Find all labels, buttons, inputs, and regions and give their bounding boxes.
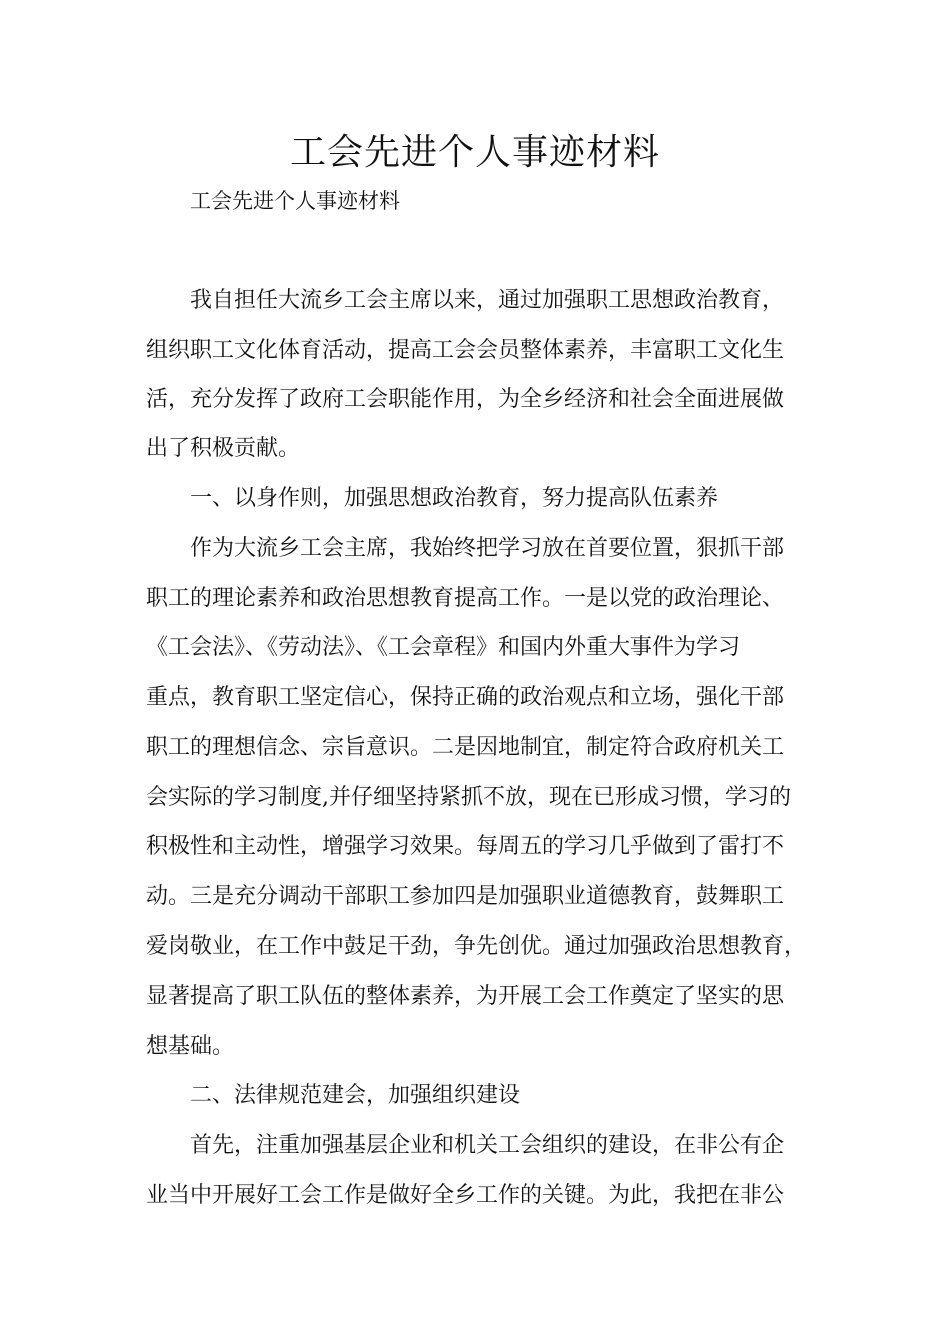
document-title: 工会先进个人事迹材料 (289, 132, 660, 173)
body-line: 首先，注重加强基层企业和机关工会组织的建设，在非公有企 (190, 1133, 785, 1158)
document-subtitle: 工会先进个人事迹材料 (190, 189, 400, 213)
body-line: 职工的理论素养和政治思想教育提高工作。一是以党的政治理论、 (146, 586, 785, 611)
body-line: 职工的理想信念、宗旨意识。二是因地制宜，制定符合政府机关工 (146, 735, 785, 760)
body-line: 业当中开展好工会工作是做好全乡工作的关键。为此，我把在非公 (146, 1183, 785, 1208)
body-line: 出了积极贡献。 (146, 436, 301, 461)
body-line: 动。三是充分调动干部职工参加四是加强职业道德教育，鼓舞职工 (146, 884, 785, 909)
body-line: 《工会法》、《劳动法》、《工会章程》和国内外重大事件为学习 (146, 635, 741, 660)
body-line: 想基础。 (146, 1034, 235, 1059)
body-line: 爱岗敬业，在工作中鼓足干劲，争先创优。通过加强政治思想教育， (146, 934, 807, 959)
body-line: 组织职工文化体育活动，提高工会会员整体素养，丰富职工文化生 (146, 338, 785, 363)
body-line: 我自担任大流乡工会主席以来，通过加强职工思想政治教育， (190, 288, 785, 313)
body-line: 活，充分发挥了政府工会职能作用，为全乡经济和社会全面进展做 (146, 387, 785, 412)
body-line: 作为大流乡工会主席，我始终把学习放在首要位置，狠抓干部 (190, 536, 785, 561)
section-heading: 二、法律规范建会，加强组织建设 (190, 1083, 521, 1108)
body-line: 显著提高了职工队伍的整体素养，为开展工会工作奠定了坚实的思 (146, 984, 785, 1009)
body-line: 重点，教育职工坚定信心，保持正确的政治观点和立场，强化干部 (146, 685, 785, 710)
body-line: 积极性和主动性，增强学习效果。每周五的学习几乎做到了雷打不 (146, 834, 785, 859)
section-heading: 一、以身作则，加强思想政治教育，努力提高队伍素养 (190, 486, 719, 511)
body-line: 会实际的学习制度,并仔细坚持紧抓不放，现在已形成习惯，学习的 (146, 785, 791, 810)
